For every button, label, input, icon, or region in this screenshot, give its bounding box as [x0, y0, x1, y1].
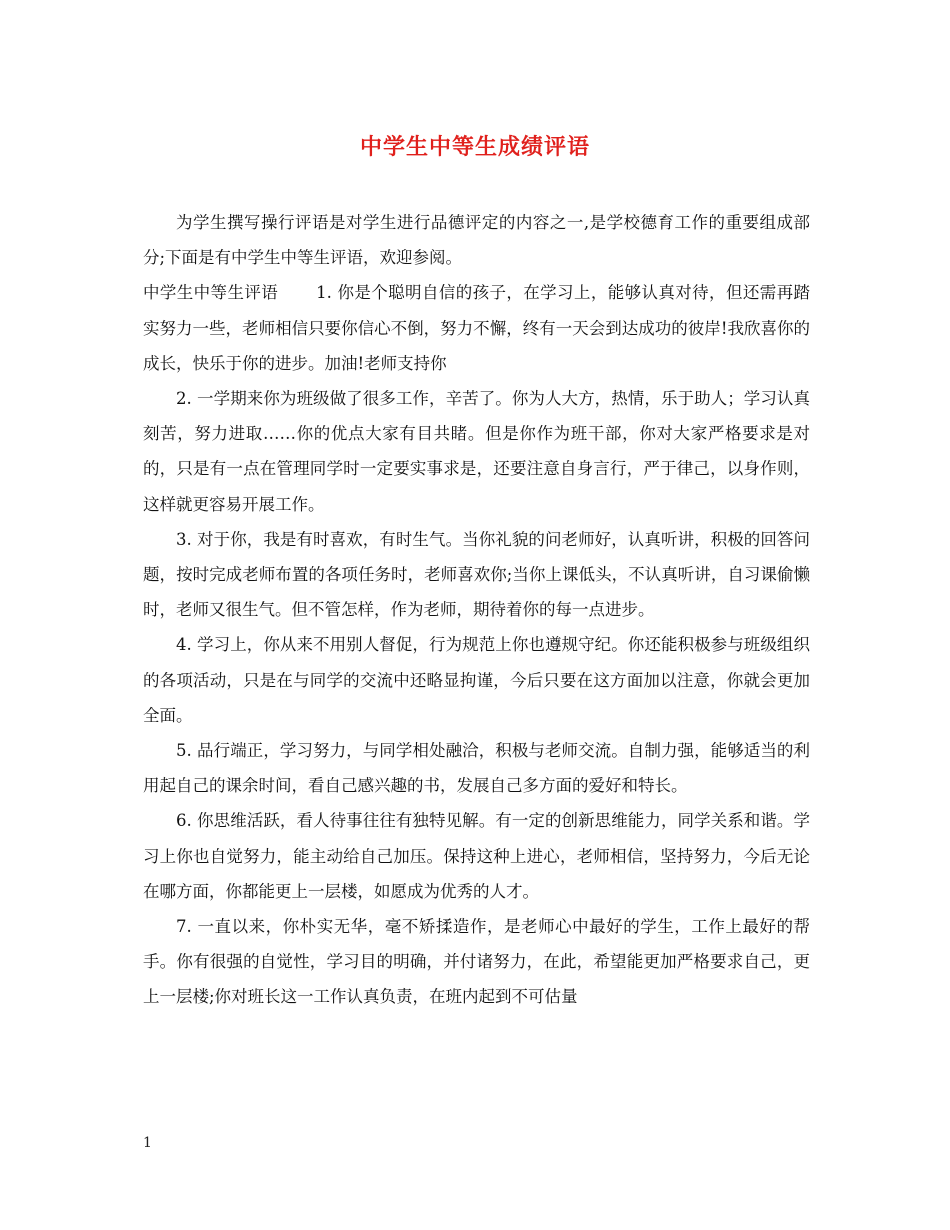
- document-body: [143, 205, 810, 1015]
- comment-item-2: 2. 一学期来你为班级做了很多工作，辛苦了。你为人大方，热情，乐于助人；学习认真刻苦，努力进取……你的优点大家有目共睹。但是你作为班干部，你对大家严格要求是对的，只是有一点在管理同学时一定要实事求是，还要注意自身言行，严于律己，以身作则，这样就更容易开展工作。: [143, 389, 810, 514]
- comment-item-5: 5. 品行端正，学习努力，与同学相处融洽，积极与老师交流。自制力强，能够适当的利用起自己的课余时间，看自己感兴趣的书，发展自己多方面的爱好和特长。: [143, 741, 810, 796]
- comment-item-6: 6. 你思维活跃，看人待事往往有独特见解。有一定的创新思维能力，同学关系和谐。学习上你也自觉努力，能主动给自己加压。保持这种上进心，老师相信，坚持努力，今后无论在哪方面，你都能更上一层楼，如愿成为优秀的人才。: [143, 811, 810, 901]
- page-number: 1: [143, 1135, 152, 1151]
- intro-paragraph: 为学生撰写操行评语是对学生进行品德评定的内容之一,是学校德育工作的重要组成部分;下面是有中学生中等生评语，欢迎参阅。: [143, 213, 810, 268]
- document-title: 中学生中等生成绩评语: [359, 134, 590, 160]
- section-heading: 中学生中等生评语: [143, 283, 279, 303]
- comment-item-3: 3. 对于你，我是有时喜欢，有时生气。当你礼貌的问老师好，认真听讲，积极的回答问题，按时完成老师布置的各项任务时，老师喜欢你;当你上课低头，不认真听讲，自习课偷懒时，老师又很生气。但不管怎样，作为老师，期待着你的每一点进步。: [143, 529, 810, 620]
- comment-item-1: [143, 275, 810, 381]
- comment-text-1: 1. 你是个聪明自信的孩子，在学习上，能够认真对待，但还需再踏实努力一些，老师相信只要你信心不倒，努力不懈，终有一天会到达成功的彼岸!我欣喜你的成长，快乐于你的进步。加油!老师支持你: [143, 283, 811, 373]
- comment-item-4: 4. 学习上，你从来不用别人督促，行为规范上你也遵规守纪。你还能积极参与班级组织的各项活动，只是在与同学的交流中还略显拘谨，今后只要在这方面加以注意，你就会更加全面。: [143, 635, 810, 725]
- comment-item-7: 7. 一直以来，你朴实无华，毫不矫揉造作，是老师心中最好的学生，工作上最好的帮手。你有很强的自觉性，学习目的明确，并付诸努力，在此，希望能更加严格要求自己，更上一层楼;你对班长这一工作认真负责，在班内起到不可估量: [143, 917, 810, 1007]
